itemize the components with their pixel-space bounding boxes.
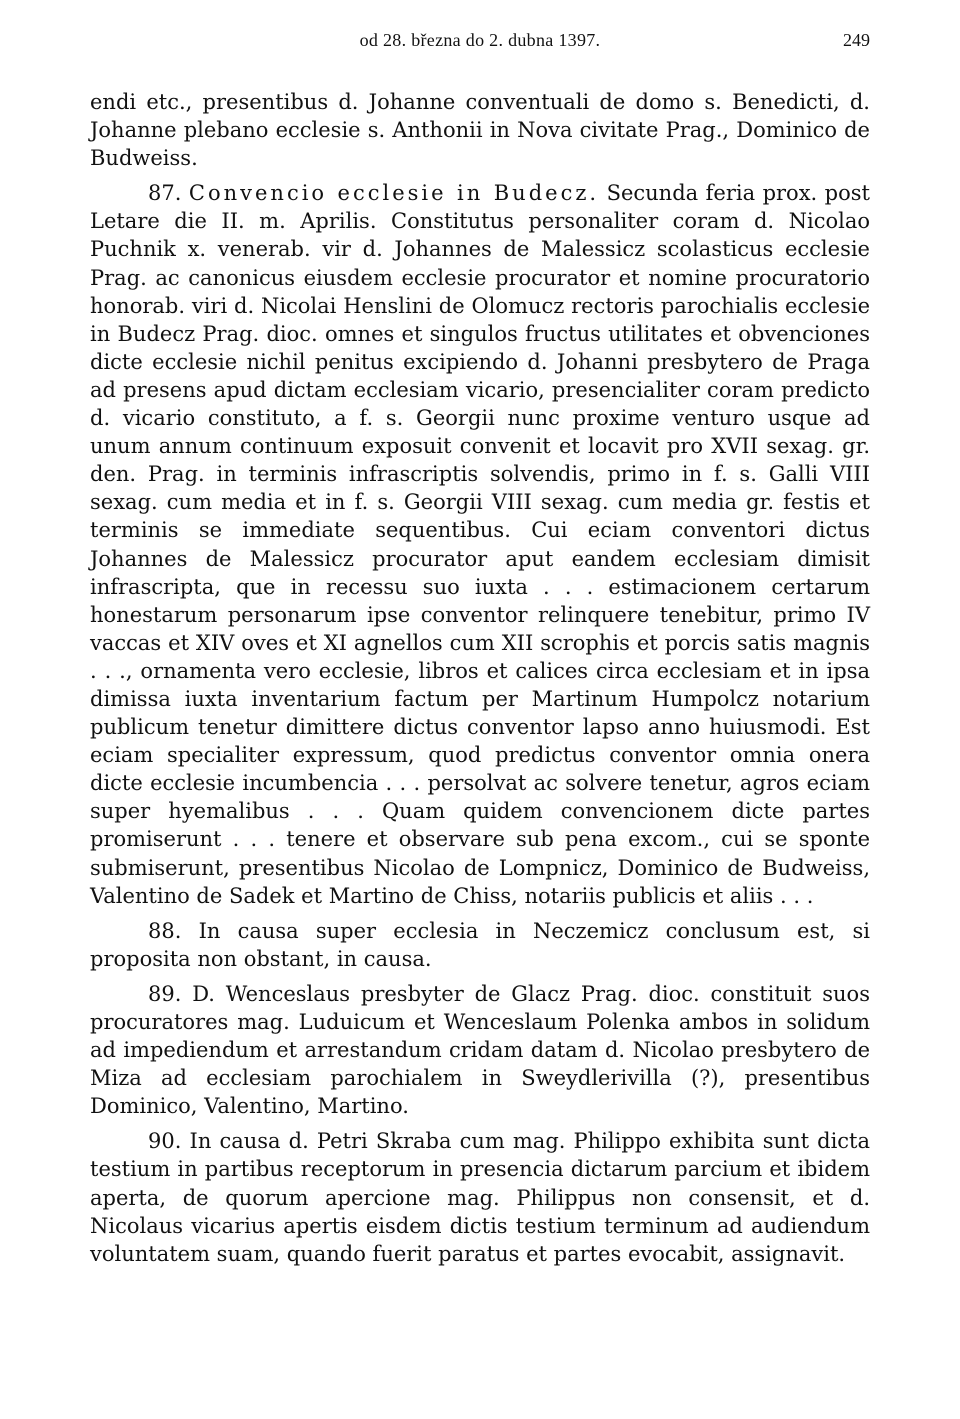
document-page — [90, 26, 870, 1268]
entry-text: In causa super ecclesia in Neczemicz conclusum est, si proposita non obstant, in causa. — [90, 918, 870, 971]
page-number: 249 — [843, 30, 870, 50]
entry-text: In causa d. Petri Skraba cum mag. Philippo exhibita sunt dicta testium in partibus receptorum in presencia dictarum parcium et ibidem aperta, de quorum apercione mag. Philippus non consensit, et d. Nicolaus vicarius apertis eisdem dictis testium terminum ad audiendum voluntatem suam, quando fuerit paratus et partes evocabit, assignavit. — [90, 1129, 870, 1266]
entry-number: 88. — [148, 918, 182, 943]
entry-text: Secunda feria prox. post Letare die II. m. Aprilis. Constitutus personaliter coram d. Nicolao Puchnik x. venerab. vir d. Johannes de Malessicz scolasticus ecclesie Prag. ac canonicus eiusdem ecclesie procurator et nomine procuratorio honorab. viri d. Nicolai Henslini de Olomucz rectoris parochialis ecclesie in Budecz Prag. dioc. omnes et singulos fructus utilitates et obvenciones dicte ecclesie nichil penitus excipiendo d. Johanni presbytero de Praga ad presens apud dictam ecclesiam vicario, presencialiter coram predicto d. vicario constituto, a f. s. Georgii nunc proxime venturo usque ad unum annum continuum exposuit convenit et locavit pro XVII sexag. gr. den. Prag. in terminis infrascriptis solvendis, primo in f. s. Galli VIII sexag. cum media et in f. s. Georgii VIII sexag. cum media gr. festis et terminis se immediate sequentibus. Cui eciam conventori dictus Johannes de Malessicz procurator aput eandem ecclesiam dimisit infrascripta, que in recessu suo iuxta . . . estimacionem certarum honestarum personarum ipse conventor relinquere tenebitur, primo IV vaccas et XIV oves et XI agnellos cum XII scrophis et porcis satis magnis . . ., ornamenta vero ecclesie, libros et calices circa ecclesiam et in ipsa dimissa iuxta inventarium factum per Martinum Humpolcz notarium publicum tenetur dimittere dictus conventor lapso anno huiusmodi. Est eciam specialiter expressum, quod predictus conventor omnia onera dicte ecclesie incumbencia . . . persolvat ac solvere tenetur, agros eciam super hyemalibus . . . Quam quidem convencionem dicte partes promiserunt . . . tenere et observare sub pena excom., cui se sponte submiserunt, presentibus Nicolao de Lompnicz, Dominico de Budweiss, Valentino de Sadek et Martino de Chiss, notariis publicis et aliis . . . — [90, 181, 870, 908]
entry-number: 87. — [148, 181, 182, 206]
entry-heading: Convencio ecclesie in Budecz. — [188, 181, 600, 206]
document-body — [90, 88, 870, 1268]
running-header — [90, 26, 870, 56]
entry-88 — [90, 917, 870, 973]
entry-89 — [90, 980, 870, 1120]
entry-number: 90. — [148, 1129, 182, 1154]
entry-87 — [90, 179, 870, 909]
entry-text: D. Wenceslaus presbyter de Glacz Prag. dioc. constituit suos procuratores mag. Luduicum et Wenceslaum Polenka ambos in solidum ad impediendum et arrestandum cridam datam d. Nicolao presbytero de Miza ad ecclesiam parochialem in Sweydlerivilla (?), presentibus Dominico, Valentino, Martino. — [90, 981, 870, 1119]
paragraph-text: endi etc., presentibus d. Johanne conventuali de domo s. Benedicti, d. Johanne plebano ecclesie s. Anthonii in Nova civitate Prag., Dominico de Budweiss. — [90, 90, 870, 171]
paragraph-continuation — [90, 88, 870, 172]
entry-90 — [90, 1127, 870, 1267]
header-title: od 28. března do 2. dubna 1397. — [359, 30, 601, 50]
entry-number: 89. — [148, 981, 182, 1006]
